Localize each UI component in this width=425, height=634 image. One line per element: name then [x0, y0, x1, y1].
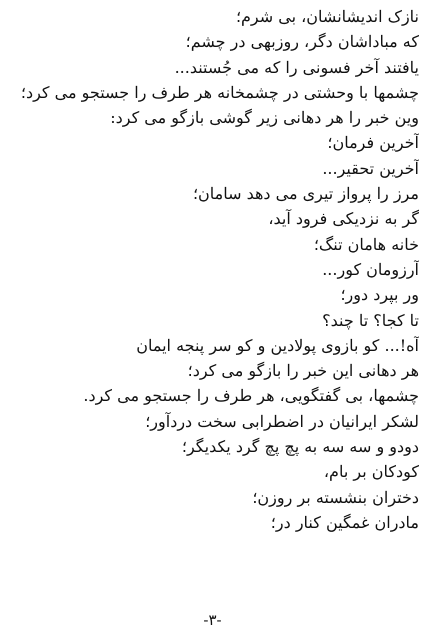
poem-line: مادران غمگین کنار در؛	[270, 512, 419, 532]
poem-line: آخرین تحقیر...	[322, 158, 419, 178]
page-number: -۳-	[203, 611, 222, 629]
poem-line: هر دهانی این خبر را بازگو می کرد؛	[187, 361, 419, 381]
poem-line: وین خبر را هر دهانی زیر گوشی بازگو می کرد:	[110, 108, 419, 128]
poem-line: کودکان بر بام،	[323, 462, 419, 482]
poem-text	[6, 4, 419, 535]
poem-line: خانه هامان تنگ؛	[313, 234, 419, 254]
poem-line: چشمها با وحشتی در چشمخانه هر طرف را جستجو می کرد؛	[20, 82, 419, 102]
poem-line: لشکر ایرانیان در اضطرابی سخت دردآور؛	[145, 411, 419, 431]
poem-line: آه!... کو بازوی پولادین و کو سر پنجه ایمان	[136, 335, 419, 355]
poem-line: گر به نزدیکی فرود آید،	[268, 209, 419, 229]
poem-line: دختران بنشسته بر روزن؛	[252, 487, 419, 507]
poem-line: مرز را پرواز تیری می دهد سامان؛	[192, 184, 419, 204]
poem-line: یافتند آخر فسونی را که می جُستند...	[174, 57, 419, 77]
poem-line: تا کجا؟ تا چند؟	[322, 310, 419, 330]
poem-line: دودو و سه سه به پچ پچ گرد یکدیگر؛	[181, 437, 419, 457]
poem-line: ور بپرد دور؛	[340, 285, 419, 305]
poem-line: چشمها، بی گفتگویی، هر طرف را جستجو می کرد.	[83, 386, 419, 406]
poem-line: آرزومان کور...	[322, 259, 419, 279]
poem-line: آخرین فرمان؛	[327, 133, 419, 153]
poem-line: که مباداشان دگر، روزبهی در چشم؛	[185, 32, 419, 52]
poem-line: نازک اندیشانشان، بی شرم؛	[235, 7, 419, 26]
